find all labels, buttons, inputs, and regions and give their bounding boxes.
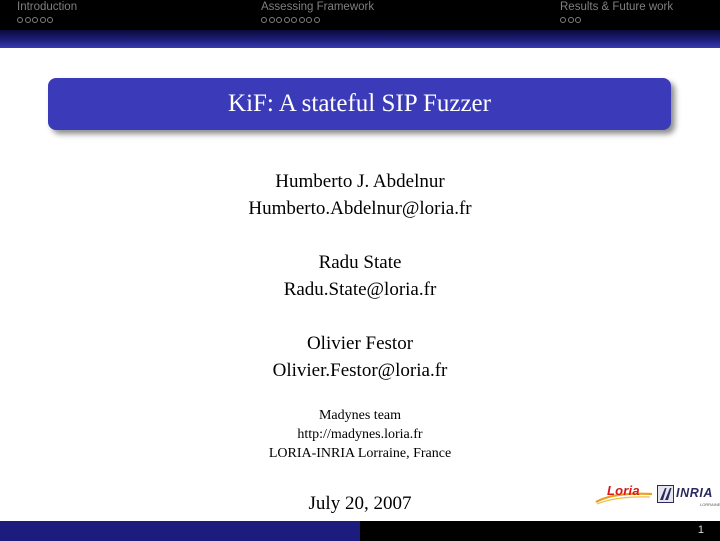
author-email: Radu.State@loria.fr [283, 279, 437, 300]
nav-dot-icon[interactable] [269, 17, 275, 23]
inria-logo: INRIA [676, 486, 714, 500]
slide-title: KiF: A stateful SIP Fuzzer [228, 90, 491, 117]
nav-dot-icon[interactable] [261, 17, 267, 23]
nav-dot-icon[interactable] [560, 17, 566, 23]
inria-logo-icon [657, 485, 674, 503]
nav-dot-icon[interactable] [40, 17, 46, 23]
author-block [0, 168, 720, 222]
title-box [48, 78, 671, 130]
author-name: Humberto J. Abdelnur [275, 171, 445, 192]
nav-dot-icon[interactable] [299, 17, 305, 23]
nav-dot-icon[interactable] [575, 17, 581, 23]
institution-logos [594, 480, 720, 510]
author-email: Olivier.Festor@loria.fr [272, 360, 448, 381]
nav-dot-icon[interactable] [47, 17, 53, 23]
nav-title-results-future-work[interactable]: Results & Future work [560, 1, 674, 13]
author-email: Humberto.Abdelnur@loria.fr [248, 198, 472, 219]
page-number: 1 [697, 524, 704, 536]
presentation-date: July 20, 2007 [308, 493, 412, 514]
author-name: Radu State [318, 252, 402, 273]
nav-dot-icon[interactable] [568, 17, 574, 23]
top-navigation [0, 0, 720, 30]
team-name: Madynes team [318, 408, 402, 423]
loria-logo: Loria [607, 483, 640, 498]
nav-dot-icon[interactable] [276, 17, 282, 23]
header-band [0, 30, 720, 48]
team-url: http://madynes.loria.fr [297, 427, 423, 442]
nav-dot-icon[interactable] [32, 17, 38, 23]
nav-dots-introduction [17, 17, 53, 23]
footer-bar [0, 521, 720, 541]
nav-dot-icon[interactable] [291, 17, 297, 23]
nav-title-introduction[interactable]: Introduction [17, 1, 78, 13]
inria-logo-subtitle: LORRAINE [700, 502, 720, 507]
author-name: Olivier Festor [306, 333, 414, 354]
affiliation-block [0, 406, 720, 463]
institute-name: LORIA-INRIA Lorraine, France [268, 446, 452, 461]
nav-dot-icon[interactable] [17, 17, 23, 23]
nav-dot-icon[interactable] [306, 17, 312, 23]
nav-dots-assessing-framework [261, 17, 320, 23]
nav-dot-icon[interactable] [284, 17, 290, 23]
nav-dot-icon[interactable] [314, 17, 320, 23]
footer-left-band [0, 521, 360, 541]
nav-dots-results-future-work [560, 17, 581, 23]
nav-title-assessing-framework[interactable]: Assessing Framework [261, 1, 375, 13]
nav-dot-icon[interactable] [25, 17, 31, 23]
author-block [0, 330, 720, 384]
author-block [0, 249, 720, 303]
